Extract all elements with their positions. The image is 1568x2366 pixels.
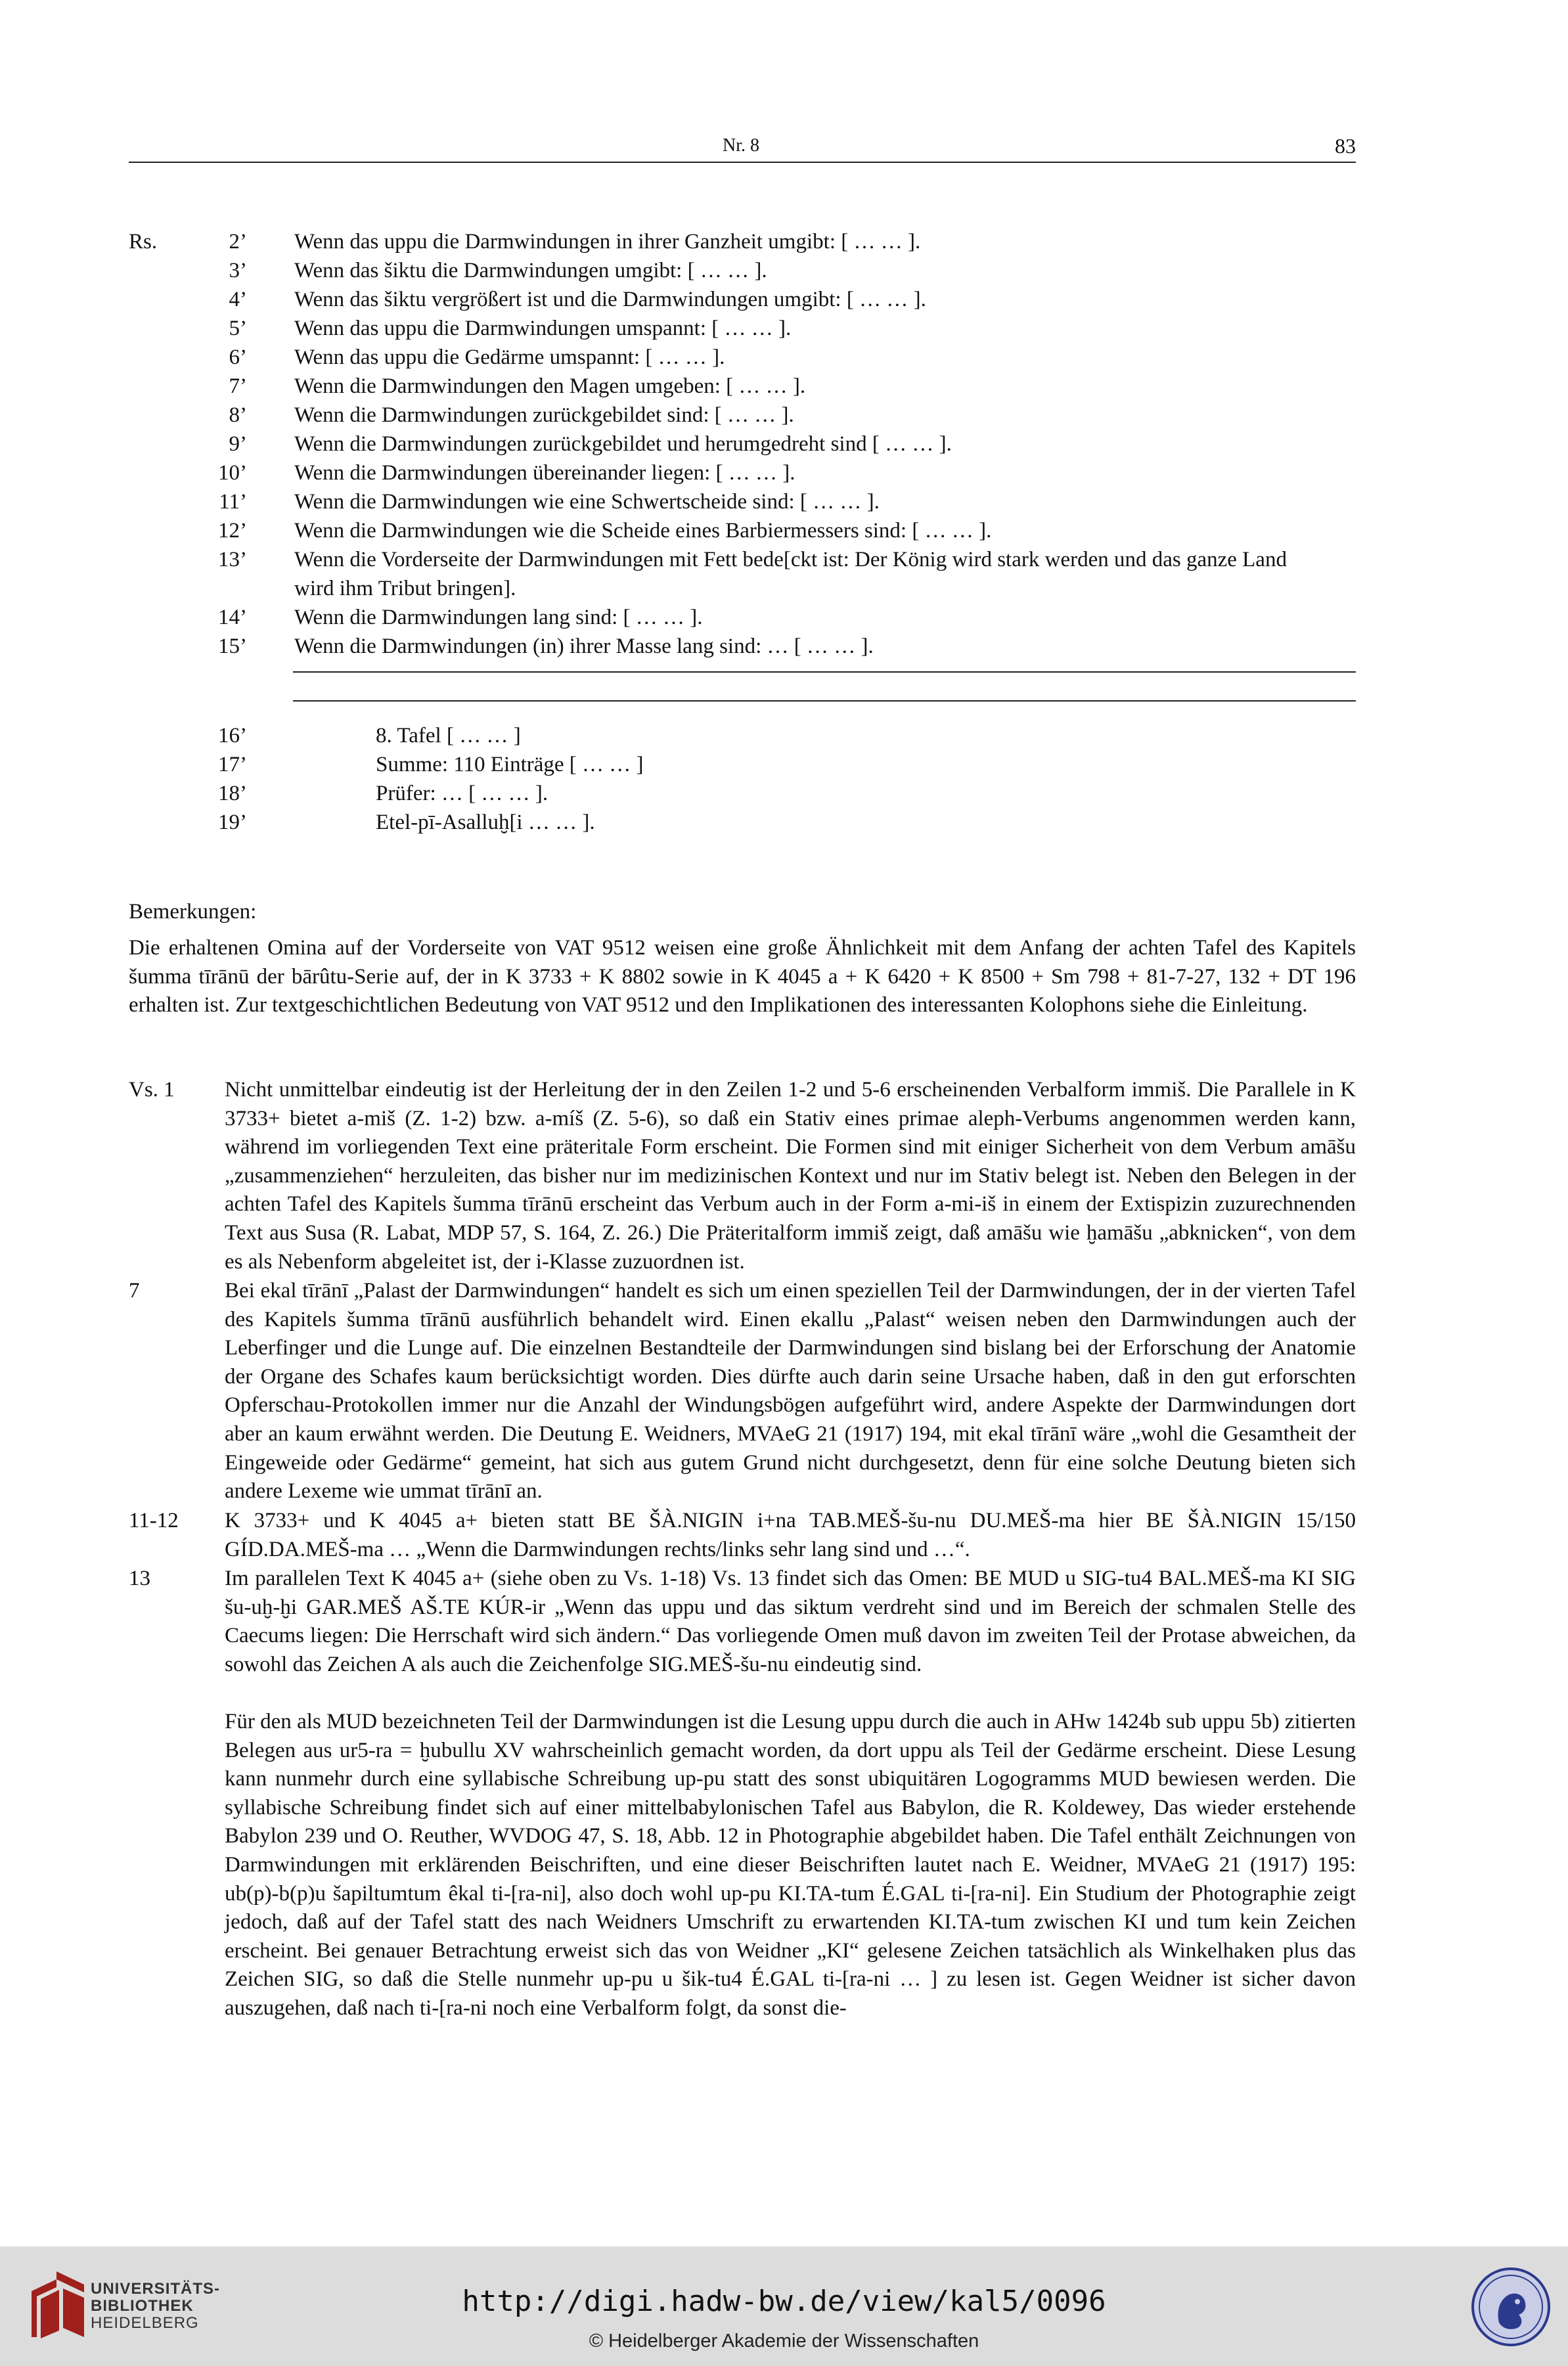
line-text: Wenn die Darmwindungen übereinander liegen: [ … … ]. — [294, 461, 795, 485]
line-text: Wenn die Vorderseite der Darmwindungen mit Fett bede[ckt ist: Der König wird stark werden und das ganze Land — [294, 548, 1287, 571]
line-text: Wenn das uppu die Darmwindungen umspannt: [ … … ]. — [294, 317, 792, 340]
line-text: Etel-pī-Asalluḫ[i … … ]. — [376, 811, 595, 834]
line-text: Wenn die Darmwindungen (in) ihrer Masse lang sind: … [ … … ]. — [294, 635, 874, 658]
line-text: Prüfer: … [ … … ]. — [376, 782, 549, 805]
line-number: 3’ — [229, 259, 247, 282]
note-label: 13 — [129, 1567, 150, 1590]
library-name-line: BIBLIOTHEK — [91, 2297, 194, 2315]
line-text: Wenn das uppu die Darmwindungen in ihrer Ganzheit umgibt: [ … … ]. — [294, 230, 921, 254]
remarks-intro: Die erhaltenen Omina auf der Vorderseite von VAT 9512 weisen eine große Ähnlichkeit mit dem Anfang der achten Tafel des Kapitels šumma tīrānū der bārûtu-Serie auf, der in K 3733 + K 8802 sowie in K 4045 a + K 6420 + K 8500 + Sm 798 + 81-7-27, 132 + DT 196 erhalten ist. Zur textgeschichtlichen Bedeutung von VAT 9512 und den Implikationen des interessanten Kolophons siehe die Einleitung. — [129, 936, 1356, 1017]
line-text: wird ihm Tribut bringen]. — [294, 577, 516, 600]
academy-seal-icon — [1470, 2266, 1552, 2348]
line-number: 2’ — [229, 230, 247, 254]
footer-bar — [0, 2246, 1568, 2366]
text-number: Nr. 8 — [723, 135, 759, 156]
line-number: 18’ — [218, 782, 247, 805]
line-text: Summe: 110 Einträge [ … … ] — [376, 753, 644, 776]
line-text: Wenn die Darmwindungen wie die Scheide eines Barbiermessers sind: [ … … ]. — [294, 519, 992, 543]
line-text: 8. Tafel [ … … ] — [376, 724, 521, 748]
line-number: 6’ — [229, 346, 247, 369]
line-text: Wenn die Darmwindungen zurückgebildet sind: [ … … ]. — [294, 403, 794, 427]
line-number: 4’ — [229, 288, 247, 311]
copyright-notice: © Heidelberger Akademie der Wissenschaften — [589, 2331, 979, 2352]
line-text: Wenn die Darmwindungen den Magen umgeben: [ … … ]. — [294, 374, 806, 398]
line-number: 8’ — [229, 403, 247, 427]
source-url-link[interactable]: http://digi.hadw-bw.de/view/kal5/0096 — [462, 2285, 1106, 2318]
ruling-line — [293, 700, 1356, 702]
line-text: Wenn das uppu die Gedärme umspannt: [ … … ]. — [294, 346, 725, 369]
line-number: 7’ — [229, 374, 247, 398]
running-header — [129, 131, 1356, 163]
line-number: 15’ — [218, 635, 247, 658]
line-text: Wenn die Darmwindungen wie eine Schwertscheide sind: [ … … ]. — [294, 490, 880, 514]
line-number: 5’ — [229, 317, 247, 340]
note-label: 7 — [129, 1279, 140, 1303]
library-name-line: HEIDELBERG — [91, 2314, 199, 2332]
line-number: 16’ — [218, 724, 247, 748]
note-text: Bei ekal tīrānī „Palast der Darmwindungen“ handelt es sich um einen speziellen Teil der Darmwindungen, der in der vierten Tafel des Kapitels šumma tīrānū ausführlich behandelt wird. Einen ekallu „Palast“ weisen neben den Darmwindungen auch der Leberfinger und die Lunge auf. Die einzelnen Bestandteile der Darmwindungen sind bislang bei der Erforschung der Anatomie der Organe des Schafes kaum berücksichtigt worden. Dies dürfte auch darin seine Ursache haben, daß in den gut erforschten Opferschau-Protokollen immer nur die Anzahl der Windungsbögen aufgeführt wird, andere Aspekte der Darmwindungen dort aber an kaum erwähnt werden. Die Deutung E. Weidners, MVAeG 21 (1917) 194, mit ekal tīrānī wäre „wohl die Gesamtheit der Eingeweide oder Gedärme“ gemeint, hat sich aus gutem Grund nicht durchgesetzt, denn für eine solche Deutung bieten sich andere Lexeme wie ummat tīrānī an. — [225, 1279, 1356, 1504]
line-number: 14’ — [218, 606, 247, 629]
library-name-line: UNIVERSITÄTS- — [91, 2280, 221, 2298]
note-label: 11-12 — [129, 1509, 179, 1532]
note-text: K 3733+ und K 4045 a+ bieten statt BE ŠÀ.NIGIN i+na TAB.MEŠ-šu-nu DU.MEŠ-ma hier BE ŠÀ.NIGIN 15/150 GÍD.DA.MEŠ-ma … „Wenn die Darmwindungen rechts/links sehr lang sind und …“. — [225, 1509, 1356, 1561]
line-number: 13’ — [218, 548, 247, 571]
note-text: Nicht unmittelbar eindeutig ist der Herleitung der in den Zeilen 1-2 und 5-6 erscheinenden Verbalform immiš. Die Parallele in K 3733+ bietet a-miš (Z. 1-2) bzw. a-míš (Z. 5-6), so daß ein Stativ eines primae aleph-Verbums angenommen werden kann, während im vorliegenden Text eine präteritale Form erscheint. Die Formen sind mit einiger Sicherheit von dem Verbum amāšu „zusammenziehen“ herzuleiten, das bisher nur im medizinischen Kontext und nur im Stativ belegt ist. Neben den Belegen in der achten Tafel des Kapitels šumma tīrānū erscheint das Verbum auch in der Form a-mi-iš in einem der Extispizin zuzurechnenden Text aus Susa (R. Labat, MDP 57, S. 164, Z. 26.) Die Präteritalform immiš zeigt, daß amāšu wie ḫamāšu „abknicken“, von dem es als Nebenform abgeleitet ist, der i-Klasse zuzuordnen ist. — [225, 1078, 1356, 1274]
note-label: Vs. 1 — [129, 1078, 175, 1102]
note-text: Für den als MUD bezeichneten Teil der Darmwindungen ist die Lesung uppu durch die auch in AHw 1424b sub uppu 5b) zitierten Belegen aus ur5-ra = ḫubullu XV wahrscheinlich gemacht worden, da dort uppu als Teil der Gedärme erscheint. Diese Lesung kann nunmehr durch eine syllabische Schreibung up-pu statt des sonst ubiquitären Logogramms MUD bewiesen werden. Die syllabische Schreibung findet sich auf einer mittelbabylonischen Tafel aus Babylon, die R. Koldewey, Das wieder erstehende Babylon 239 und O. Reuther, WVDOG 47, S. 18, Abb. 12 in Photographie abgebildet haben. Die Tafel enthält Zeichnungen von Darmwindungen mit erklärenden Beischriften, und eine dieser Beischriften lautet nach E. Weidner, MVAeG 21 (1917) 195: ub(p)-b(p)u šapiltumtum êkal ti-[ra-ni], also doch wohl up-pu KI.TA-tum É.GAL ti-[ra-ni]. Ein Studium der Photographie zeigt jedoch, daß auf der Tafel statt des nach Weidners Umschrift zu erwartenden KI.TA-tum zwischen KI und tum kein Zeichen erscheint. Bei genauer Betrachtung erweist sich das von Weidner „KI“ gelesene Zeichen tatsächlich als Winkelhaken plus das Zeichen SIG, so daß die Stelle nunmehr up-pu u šik-tu4 É.GAL ti-[ra-ni … ] zu lesen ist. Gegen Weidner ist sicher davon auszugehen, daß nach ti-[ra-ni noch eine Verbalform folgt, da sonst die- — [225, 1710, 1356, 2020]
ruling-line — [293, 671, 1356, 673]
remarks-heading-text: Bemerkungen: — [129, 900, 257, 924]
side-label: Rs. — [129, 230, 158, 254]
line-number: 19’ — [218, 811, 247, 834]
line-text: Wenn das šiktu vergrößert ist und die Darmwindungen umgibt: [ … … ]. — [294, 288, 926, 311]
page-number: 83 — [1335, 134, 1356, 158]
line-number: 9’ — [229, 432, 247, 456]
line-text: Wenn die Darmwindungen lang sind: [ … … ]. — [294, 606, 703, 629]
line-text: Wenn das šiktu die Darmwindungen umgibt: [ … … ]. — [294, 259, 767, 282]
note-text: Im parallelen Text K 4045 a+ (siehe oben zu Vs. 1-18) Vs. 13 findet sich das Omen: BE MUD u SIG-tu4 BAL.MEŠ-ma KI SIG šu-uḫ-ḫi GAR.MEŠ AŠ.TE KÚR-ir „Wenn das uppu und das siktum verdreht sind und im Bereich der schmalen Stelle des Caecums liegen: Die Herrschaft wird sich ändern.“ Das vorliegende Omen muß davon im zweiten Teil der Protase abweichen, da sowohl das Zeichen A als auch die Zeichenfolge SIG.MEŠ-šu-nu eindeutig sind. — [225, 1567, 1356, 1676]
line-number: 17’ — [218, 753, 247, 776]
line-number: 12’ — [218, 519, 247, 543]
line-number: 10’ — [218, 461, 247, 485]
line-number: 11’ — [219, 490, 247, 514]
line-text: Wenn die Darmwindungen zurückgebildet und herumgedreht sind [ … … ]. — [294, 432, 952, 456]
